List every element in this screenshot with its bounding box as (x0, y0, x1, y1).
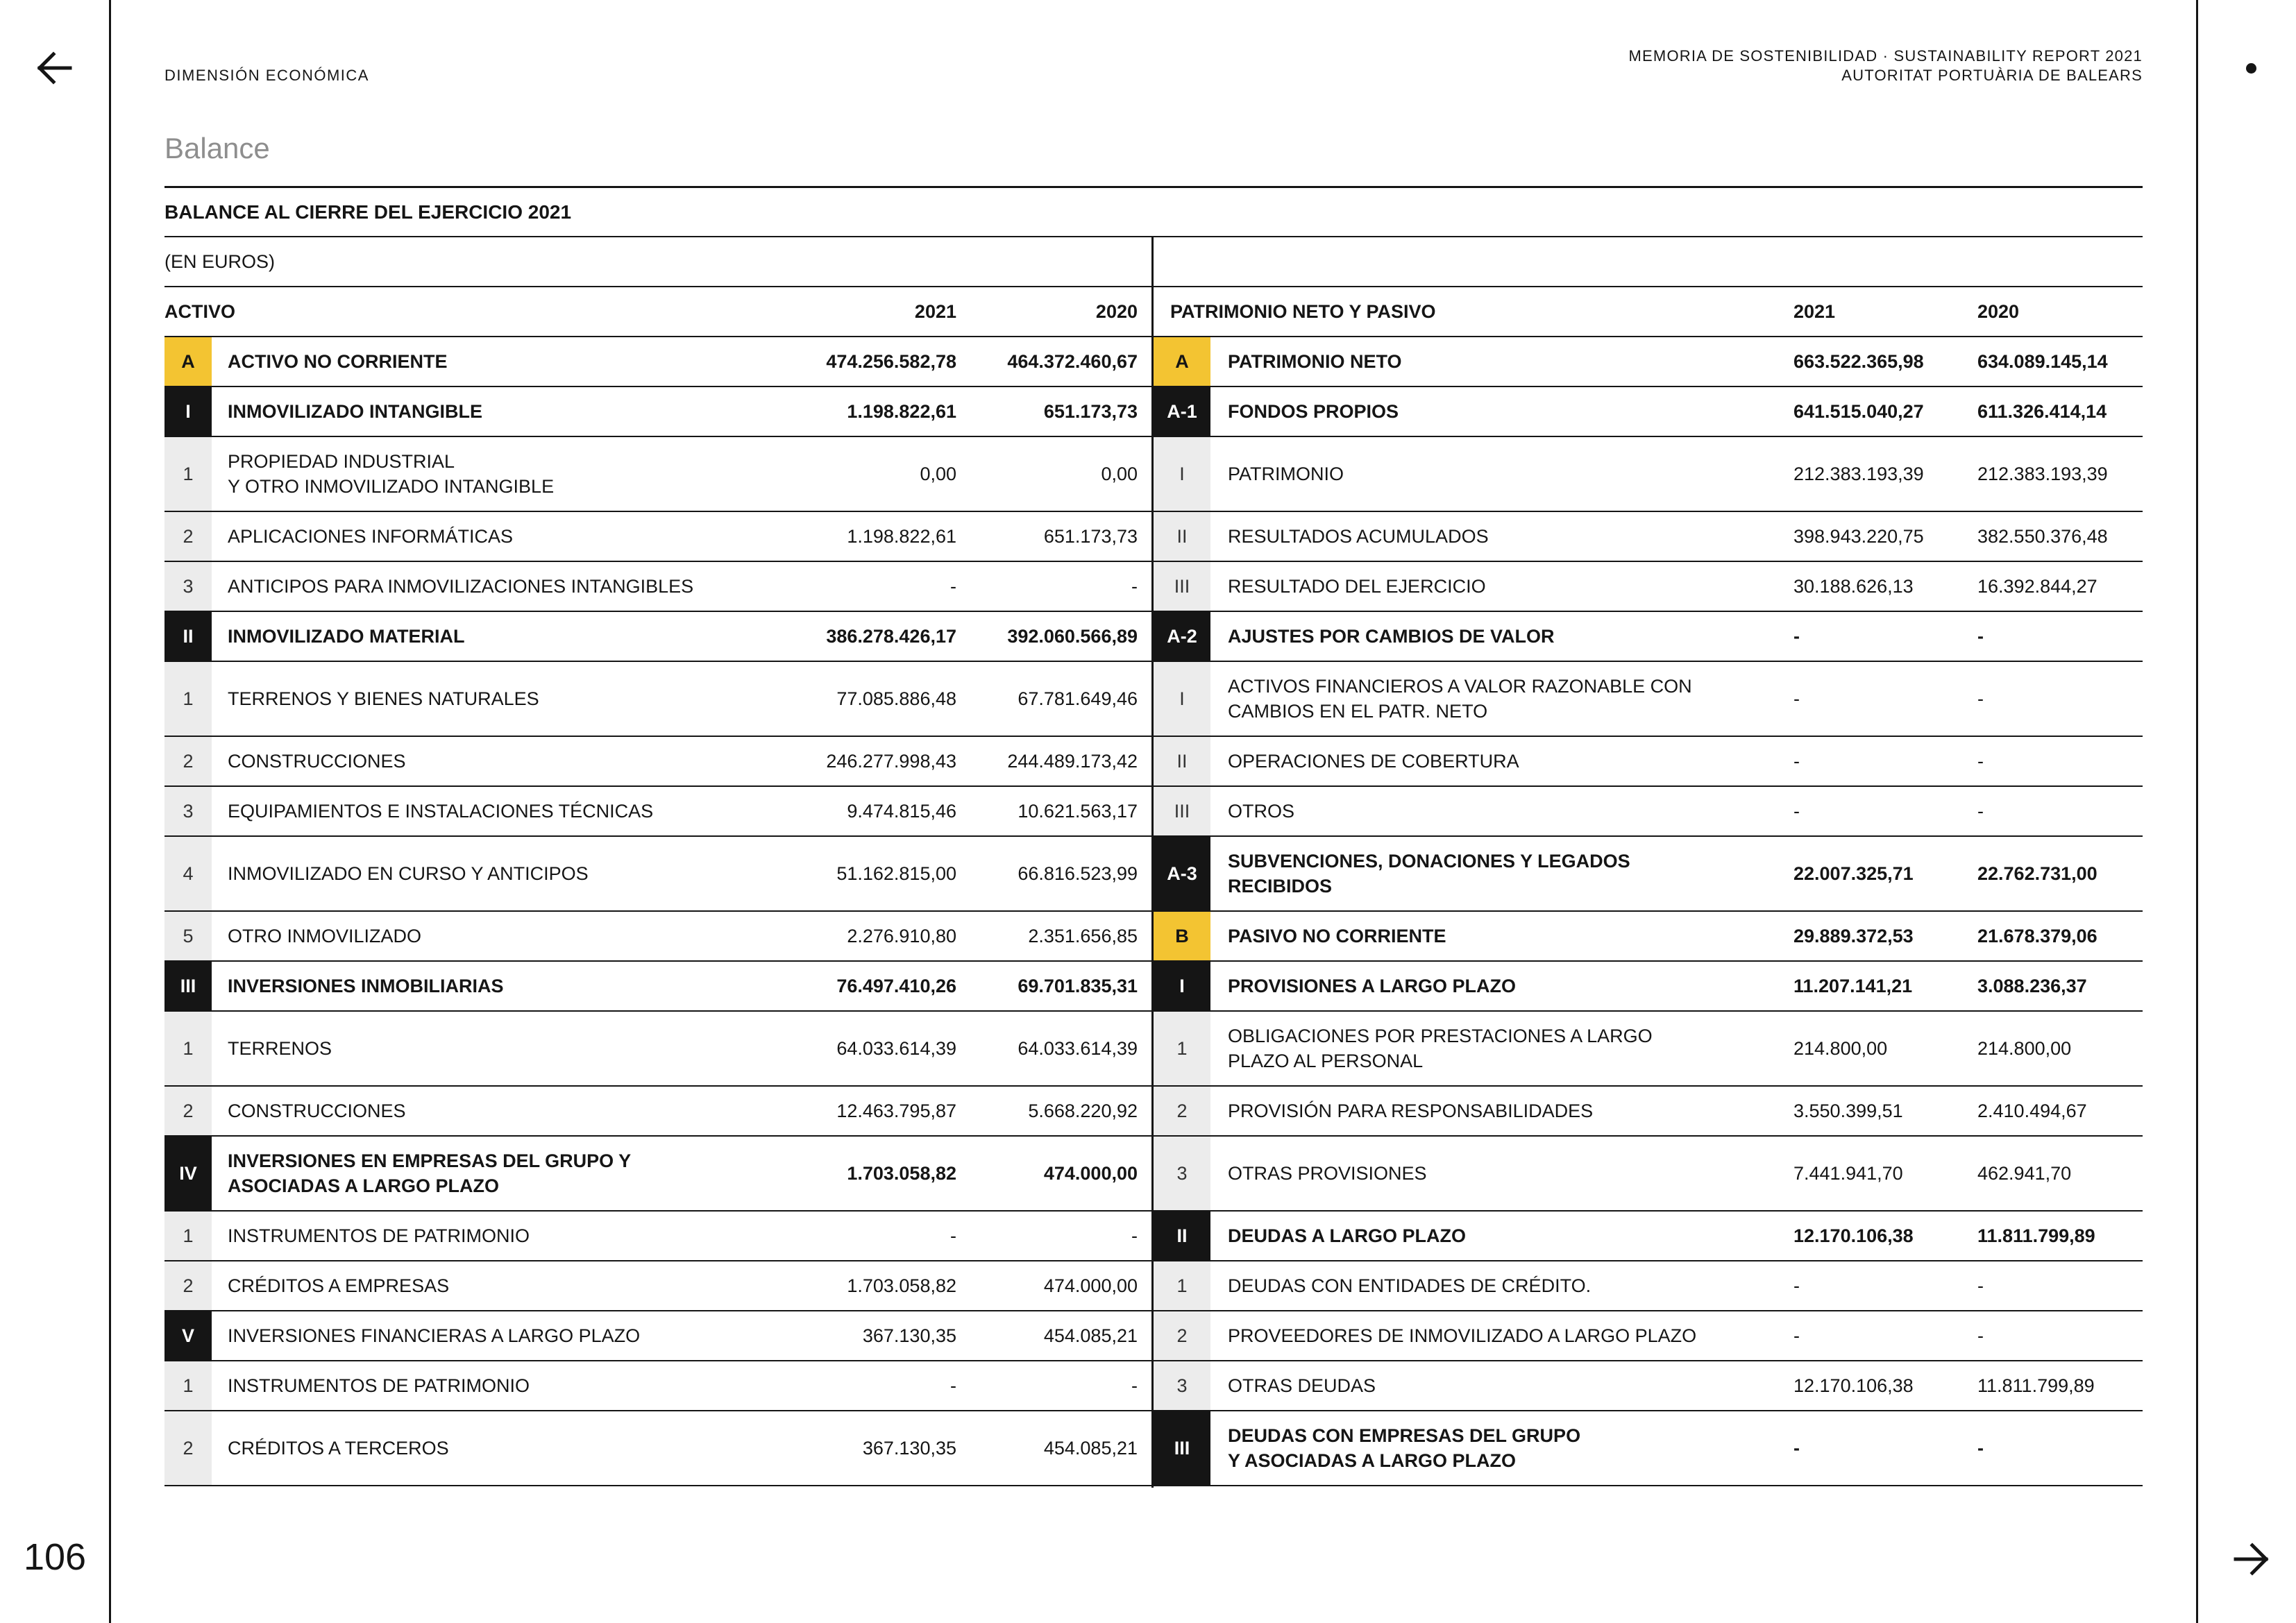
left-row-label: INMOVILIZADO MATERIAL (228, 626, 465, 647)
right-row-code: A-3 (1154, 837, 1210, 910)
right-row-value-2020: - (1977, 751, 1984, 772)
organization-name: AUTORITAT PORTUÀRIA DE BALEARS (1841, 67, 2143, 84)
right-row-value-2020: 611.326.414,14 (1977, 401, 2107, 422)
right-row-label: PASIVO NO CORRIENTE (1228, 926, 1446, 946)
left-row-label: CRÉDITOS A EMPRESAS (228, 1275, 450, 1296)
left-row-value-2020: 64.033.614,39 (1018, 1038, 1138, 1059)
right-row-value-2021: 7.441.941,70 (1793, 1163, 1903, 1184)
right-row-value-2020: 214.800,00 (1977, 1038, 2072, 1059)
right-row-code: III (1154, 1411, 1210, 1485)
left-row-value-2020: - (1131, 1225, 1138, 1246)
left-row-code: 2 (164, 1411, 212, 1485)
right-row-value-2021: 22.007.325,71 (1793, 863, 1914, 884)
right-row-label: PATRIMONIO NETO (1228, 351, 1402, 372)
left-row-code: III (164, 962, 212, 1010)
table-row (164, 1212, 2143, 1261)
left-row-code: A (164, 337, 212, 386)
arrow-right-icon[interactable] (2231, 1539, 2272, 1579)
right-row-value-2021: - (1793, 1275, 1800, 1296)
left-row-value-2021: - (950, 576, 956, 597)
right-row-label: SUBVENCIONES, DONACIONES Y LEGADOS RECIBIDOS (1228, 851, 1630, 897)
left-row-label: INVERSIONES INMOBILIARIAS (228, 976, 504, 996)
right-row-code: 3 (1154, 1361, 1210, 1410)
right-row-code: I (1154, 662, 1210, 736)
right-row-value-2020: 212.383.193,39 (1977, 464, 2108, 484)
left-row-value-2020: 2.351.656,85 (1028, 926, 1138, 946)
left-row-code: 2 (164, 1087, 212, 1135)
left-row-value-2021: 367.130,35 (862, 1325, 956, 1346)
right-row-value-2021: 214.800,00 (1793, 1038, 1888, 1059)
table-row (164, 612, 2143, 662)
left-row-value-2020: - (1131, 1375, 1138, 1396)
assets-heading: ACTIVO (164, 301, 236, 322)
left-row-label: ACTIVO NO CORRIENTE (228, 351, 448, 372)
left-row-value-2021: 64.033.614,39 (836, 1038, 956, 1059)
right-row-code: 2 (1154, 1087, 1210, 1135)
left-row-value-2021: 2.276.910,80 (847, 926, 956, 946)
left-row-value-2021: 12.463.795,87 (836, 1101, 956, 1121)
left-row-value-2021: 1.703.058,82 (847, 1163, 956, 1184)
assets-year-previous-heading: 2020 (1095, 301, 1138, 322)
left-row-value-2021: - (950, 1225, 956, 1246)
left-row-code: 3 (164, 787, 212, 835)
right-row-value-2021: - (1793, 801, 1800, 822)
table-row (164, 962, 2143, 1012)
table-row (164, 1361, 2143, 1411)
right-row-label: AJUSTES POR CAMBIOS DE VALOR (1228, 626, 1555, 647)
left-row-code: 3 (164, 562, 212, 611)
table-unit-row (164, 237, 2143, 287)
left-row-label: CONSTRUCCIONES (228, 751, 406, 772)
report-title: MEMORIA DE SOSTENIBILIDAD · SUSTAINABILITY REPORT 2021 (1628, 47, 2143, 65)
left-row-label: INMOVILIZADO INTANGIBLE (228, 401, 482, 422)
table-row (164, 1087, 2143, 1137)
left-row-value-2021: 77.085.886,48 (836, 688, 956, 709)
right-row-value-2020: 22.762.731,00 (1977, 863, 2097, 884)
table-row (164, 1137, 2143, 1212)
left-row-code: 1 (164, 662, 212, 736)
right-row-code: A (1154, 337, 1210, 386)
left-row-value-2021: 76.497.410,26 (836, 976, 956, 996)
right-row-code: I (1154, 962, 1210, 1010)
left-row-value-2021: 51.162.815,00 (836, 863, 956, 884)
column-divider (1151, 237, 1154, 1488)
liabilities-heading: PATRIMONIO NETO Y PASIVO (1170, 301, 1436, 322)
left-row-value-2020: 67.781.649,46 (1018, 688, 1138, 709)
right-row-label: RESULTADO DEL EJERCICIO (1228, 576, 1486, 597)
right-row-value-2020: 3.088.236,37 (1977, 976, 2087, 996)
right-row-label: RESULTADOS ACUMULADOS (1228, 526, 1489, 547)
left-row-label: INSTRUMENTOS DE PATRIMONIO (228, 1375, 530, 1396)
right-row-code: A-2 (1154, 612, 1210, 661)
right-row-value-2020: - (1977, 1275, 1984, 1296)
right-row-value-2020: 16.392.844,27 (1977, 576, 2097, 597)
left-row-value-2020: 454.085,21 (1043, 1438, 1138, 1459)
left-row-code: 4 (164, 837, 212, 910)
right-row-value-2020: - (1977, 1438, 1984, 1459)
right-row-value-2020: - (1977, 801, 1984, 822)
right-row-label: PATRIMONIO (1228, 464, 1344, 484)
table-title-row (164, 186, 2143, 237)
left-row-label: PROPIEDAD INDUSTRIAL Y OTRO INMOVILIZADO INTANGIBLE (228, 451, 555, 497)
right-row-value-2021: - (1793, 1438, 1800, 1459)
left-row-value-2020: 66.816.523,99 (1018, 863, 1138, 884)
right-row-label: OPERACIONES DE COBERTURA (1228, 751, 1519, 772)
left-row-label: INVERSIONES EN EMPRESAS DEL GRUPO Y ASOCIADAS A LARGO PLAZO (228, 1150, 632, 1196)
table-row (164, 787, 2143, 837)
table-row (164, 837, 2143, 912)
right-row-code: 2 (1154, 1311, 1210, 1360)
right-row-code: III (1154, 787, 1210, 835)
left-row-code: 2 (164, 1261, 212, 1310)
left-row-value-2021: 0,00 (920, 464, 956, 484)
page-subtitle: Balance (164, 132, 270, 164)
left-margin-rule (109, 0, 111, 1623)
left-row-label: APLICACIONES INFORMÁTICAS (228, 526, 514, 547)
balance-table (164, 186, 2143, 1488)
section-label: DIMENSIÓN ECONÓMICA (164, 67, 369, 84)
table-row (164, 337, 2143, 387)
left-row-value-2020: 651.173,73 (1043, 401, 1138, 422)
right-row-value-2021: - (1793, 626, 1800, 647)
right-row-code: II (1154, 1212, 1210, 1260)
right-row-code: 3 (1154, 1137, 1210, 1210)
right-row-value-2021: 398.943.220,75 (1793, 526, 1924, 547)
right-row-label: DEUDAS A LARGO PLAZO (1228, 1225, 1466, 1246)
table-row (164, 912, 2143, 962)
right-row-value-2020: - (1977, 626, 1984, 647)
right-row-value-2021: 29.889.372,53 (1793, 926, 1914, 946)
left-row-value-2020: - (1131, 576, 1138, 597)
left-row-code: 1 (164, 437, 212, 511)
left-row-code: I (164, 387, 212, 436)
arrow-right-icon-graphic (2231, 1539, 2272, 1579)
right-row-code: 1 (1154, 1261, 1210, 1310)
right-row-code: III (1154, 562, 1210, 611)
left-row-value-2020: 244.489.173,42 (1007, 751, 1138, 772)
left-row-label: EQUIPAMIENTOS E INSTALACIONES TÉCNICAS (228, 801, 654, 822)
left-row-code: II (164, 612, 212, 661)
left-row-code: 1 (164, 1361, 212, 1410)
assets-year-current-heading: 2021 (914, 301, 956, 322)
right-row-value-2020: 11.811.799,89 (1977, 1375, 2095, 1396)
left-row-code: IV (164, 1137, 212, 1210)
right-row-value-2021: 3.550.399,51 (1793, 1101, 1903, 1121)
right-row-label: DEUDAS CON EMPRESAS DEL GRUPO Y ASOCIADAS A LARGO PLAZO (1228, 1425, 1581, 1471)
right-row-label: PROVEEDORES DE INMOVILIZADO A LARGO PLAZO (1228, 1325, 1697, 1346)
left-row-value-2021: 9.474.815,46 (847, 801, 956, 822)
left-row-value-2021: 367.130,35 (862, 1438, 956, 1459)
right-row-label: OTRAS DEUDAS (1228, 1375, 1376, 1396)
right-row-code: II (1154, 512, 1210, 561)
right-row-label: OTRAS PROVISIONES (1228, 1163, 1427, 1184)
left-row-value-2020: 474.000,00 (1043, 1163, 1138, 1184)
right-row-label: FONDOS PROPIOS (1228, 401, 1399, 422)
right-margin-rule (2196, 0, 2198, 1623)
left-row-code: V (164, 1311, 212, 1360)
left-row-label: INVERSIONES FINANCIERAS A LARGO PLAZO (228, 1325, 641, 1346)
table-row (164, 387, 2143, 437)
right-row-value-2021: 212.383.193,39 (1793, 464, 1924, 484)
table-row (164, 562, 2143, 612)
arrow-left-icon[interactable] (34, 48, 74, 88)
right-row-value-2020: 382.550.376,48 (1977, 526, 2108, 547)
right-row-value-2021: 663.522.365,98 (1793, 351, 1924, 372)
right-row-code: II (1154, 737, 1210, 785)
left-row-label: TERRENOS (228, 1038, 332, 1059)
right-row-value-2021: 11.207.141,21 (1793, 976, 1913, 996)
right-row-value-2021: 12.170.106,38 (1793, 1225, 1914, 1246)
right-row-value-2021: 641.515.040,27 (1793, 401, 1924, 422)
table-body (164, 337, 2143, 1488)
right-row-value-2021: 30.188.626,13 (1793, 576, 1914, 597)
table-row (164, 437, 2143, 512)
right-row-label: PROVISIÓN PARA RESPONSABILIDADES (1228, 1101, 1594, 1121)
table-row (164, 512, 2143, 562)
liabilities-year-current-heading: 2021 (1793, 301, 1836, 322)
dot-icon (2246, 63, 2256, 74)
left-row-code: 1 (164, 1212, 212, 1260)
left-row-value-2020: 454.085,21 (1043, 1325, 1138, 1346)
arrow-left-icon-graphic (34, 48, 74, 88)
left-row-code: 1 (164, 1012, 212, 1085)
left-row-label: TERRENOS Y BIENES NATURALES (228, 688, 539, 709)
table-header-row (164, 287, 2143, 337)
liabilities-year-previous-heading: 2020 (1977, 301, 2020, 322)
right-row-value-2020: 462.941,70 (1977, 1163, 2072, 1184)
left-row-label: INSTRUMENTOS DE PATRIMONIO (228, 1225, 530, 1246)
right-row-code: A-1 (1154, 387, 1210, 436)
page-number: 106 (23, 1536, 87, 1578)
left-row-value-2021: 474.256.582,78 (826, 351, 956, 372)
right-row-value-2020: - (1977, 1325, 1984, 1346)
right-row-code: I (1154, 437, 1210, 511)
left-row-value-2021: 1.703.058,82 (847, 1275, 956, 1296)
left-row-label: CRÉDITOS A TERCEROS (228, 1438, 449, 1459)
left-row-value-2020: 651.173,73 (1043, 526, 1138, 547)
right-row-value-2020: 634.089.145,14 (1977, 351, 2108, 372)
right-row-label: PROVISIONES A LARGO PLAZO (1228, 976, 1517, 996)
right-row-value-2021: - (1793, 751, 1800, 772)
left-row-label: OTRO INMOVILIZADO (228, 926, 422, 946)
right-row-value-2020: 21.678.379,06 (1977, 926, 2097, 946)
right-row-value-2021: 12.170.106,38 (1793, 1375, 1914, 1396)
table-row (164, 1411, 2143, 1486)
left-row-value-2020: 392.060.566,89 (1007, 626, 1138, 647)
left-row-value-2021: - (950, 1375, 956, 1396)
left-row-code: 2 (164, 512, 212, 561)
table-row (164, 1012, 2143, 1087)
left-row-value-2020: 474.000,00 (1043, 1275, 1138, 1296)
right-row-value-2020: 2.410.494,67 (1977, 1101, 2087, 1121)
left-row-value-2020: 5.668.220,92 (1028, 1101, 1138, 1121)
table-row (164, 1311, 2143, 1361)
left-row-code: 5 (164, 912, 212, 960)
right-row-value-2020: - (1977, 688, 1984, 709)
left-row-label: CONSTRUCCIONES (228, 1101, 406, 1121)
right-row-code: B (1154, 912, 1210, 960)
left-row-value-2020: 0,00 (1101, 464, 1138, 484)
right-row-label: ACTIVOS FINANCIEROS A VALOR RAZONABLE CON CAMBIOS EN EL PATR. NETO (1228, 676, 1692, 722)
table-row (164, 1261, 2143, 1311)
left-row-label: INMOVILIZADO EN CURSO Y ANTICIPOS (228, 863, 589, 884)
table-row (164, 737, 2143, 787)
right-row-value-2021: - (1793, 688, 1800, 709)
left-row-value-2020: 69.701.835,31 (1018, 976, 1138, 996)
table-row (164, 662, 2143, 737)
left-row-code: 2 (164, 737, 212, 785)
right-row-code: 1 (1154, 1012, 1210, 1085)
left-row-value-2020: 464.372.460,67 (1007, 351, 1138, 372)
left-row-label: ANTICIPOS PARA INMOVILIZACIONES INTANGIBLES (228, 576, 694, 597)
left-row-value-2021: 386.278.426,17 (826, 626, 956, 647)
right-row-label: OBLIGACIONES POR PRESTACIONES A LARGO PLAZO AL PERSONAL (1228, 1026, 1653, 1071)
left-row-value-2021: 1.198.822,61 (847, 526, 956, 547)
right-row-value-2021: - (1793, 1325, 1800, 1346)
right-row-value-2020: 11.811.799,89 (1977, 1225, 2095, 1246)
table-unit: (EN EUROS) (164, 251, 276, 272)
right-row-label: OTROS (1228, 801, 1295, 822)
right-row-label: DEUDAS CON ENTIDADES DE CRÉDITO. (1228, 1275, 1592, 1296)
table-title: BALANCE AL CIERRE DEL EJERCICIO 2021 (164, 201, 572, 223)
left-row-value-2021: 1.198.822,61 (847, 401, 956, 422)
left-row-value-2020: 10.621.563,17 (1018, 801, 1138, 822)
left-row-value-2021: 246.277.998,43 (826, 751, 956, 772)
